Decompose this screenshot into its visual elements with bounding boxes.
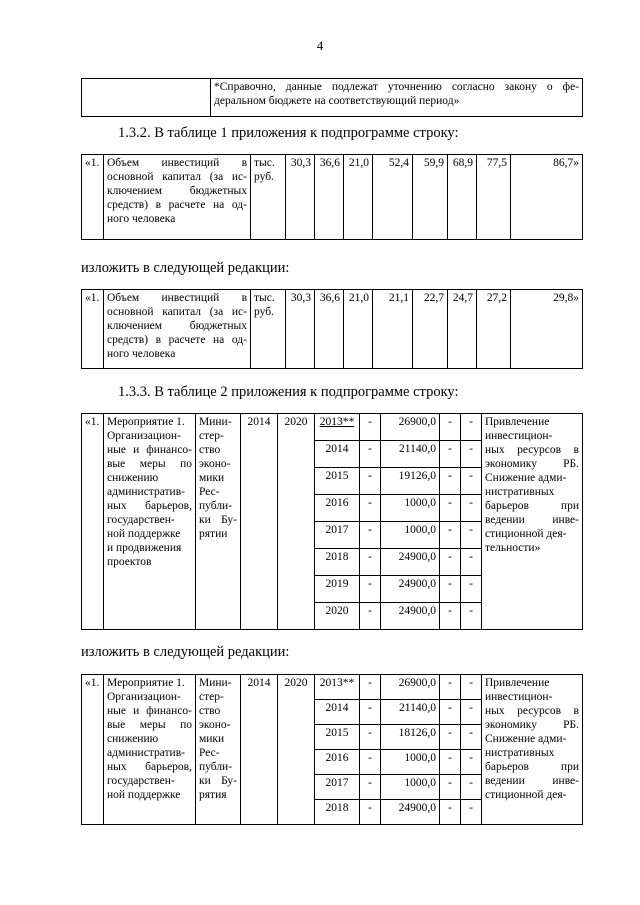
- col-d-cell: -: [461, 468, 482, 495]
- amount-cell: 24900,0: [381, 800, 440, 825]
- year-cell: 2017: [315, 522, 360, 549]
- row-number: «1.: [82, 290, 104, 369]
- value-cell: 77,5: [477, 155, 511, 240]
- year-cell: 2016: [315, 750, 360, 775]
- col-d-cell: -: [461, 522, 482, 549]
- col-c-cell: -: [440, 725, 461, 750]
- col-a-cell: -: [360, 750, 381, 775]
- value-cell: 30,3: [286, 290, 315, 369]
- note-empty-cell: [82, 79, 211, 117]
- col-c-cell: -: [440, 441, 461, 468]
- value-cell: 86,7»: [511, 155, 583, 240]
- year-cell: 2017: [315, 775, 360, 800]
- table1-old: [81, 154, 583, 240]
- col-d-cell: -: [461, 549, 482, 576]
- value-cell: 52,4: [373, 155, 413, 240]
- col-a-cell: -: [360, 700, 381, 725]
- note-line: деральном бюджете на соответствующий период»: [214, 95, 460, 107]
- year-cell: 2019: [315, 576, 360, 603]
- col-d-cell: -: [461, 576, 482, 603]
- year-cell: 2015: [315, 468, 360, 495]
- end-year: 2020: [278, 675, 315, 825]
- amount-cell: 1000,0: [381, 775, 440, 800]
- event-name: Мероприятие 1. Организацион- ные и финансо- вые меры по снижению административ- ных барьеров, государствен- ной поддержке и продвижения проектов: [104, 414, 196, 630]
- executor: Мини- стер- ство эконо- мики Рес- публи- ки Бу- рятия: [196, 675, 241, 825]
- year-cell: 2018: [315, 549, 360, 576]
- year-cell: 2020: [315, 603, 360, 630]
- col-c-cell: -: [440, 603, 461, 630]
- col-a-cell: -: [360, 576, 381, 603]
- year-cell: 2013**: [315, 414, 360, 441]
- value-cell: 27,2: [477, 290, 511, 369]
- col-a-cell: -: [360, 495, 381, 522]
- table1-new: [81, 289, 583, 369]
- value-cell: 36,6: [315, 290, 344, 369]
- col-a-cell: -: [360, 441, 381, 468]
- col-d-cell: -: [461, 800, 482, 825]
- value-cell: 68,9: [448, 155, 477, 240]
- col-a-cell: -: [360, 603, 381, 630]
- col-d-cell: -: [461, 441, 482, 468]
- col-a-cell: -: [360, 549, 381, 576]
- col-a-cell: -: [360, 725, 381, 750]
- col-c-cell: -: [440, 549, 461, 576]
- amount-cell: 24900,0: [381, 549, 440, 576]
- col-c-cell: -: [440, 414, 461, 441]
- col-d-cell: -: [461, 700, 482, 725]
- replace-text-2: изложить в следующей редакции:: [81, 644, 290, 660]
- amount-cell: 1000,0: [381, 522, 440, 549]
- row-number: «1.: [82, 414, 104, 630]
- unit: тыс. руб.: [251, 155, 286, 240]
- value-cell: 59,9: [413, 155, 448, 240]
- year-cell: 2014: [315, 700, 360, 725]
- value-cell: 36,6: [315, 155, 344, 240]
- year-cell: 2018: [315, 800, 360, 825]
- year-cell: 2016: [315, 495, 360, 522]
- col-d-cell: -: [461, 750, 482, 775]
- col-a-cell: -: [360, 675, 381, 700]
- col-a-cell: -: [360, 775, 381, 800]
- col-c-cell: -: [440, 675, 461, 700]
- value-cell: 29,8»: [511, 290, 583, 369]
- col-d-cell: -: [461, 725, 482, 750]
- col-c-cell: -: [440, 495, 461, 522]
- replace-text-1: изложить в следующей редакции:: [81, 260, 290, 276]
- col-a-cell: -: [360, 414, 381, 441]
- col-d-cell: -: [461, 775, 482, 800]
- value-cell: 24,7: [448, 290, 477, 369]
- unit: тыс. руб.: [251, 290, 286, 369]
- indicator-name: Объем инвестиций в основной капитал (за ис- ключением бюджетных средств) в расчете на од- ного человека: [104, 290, 251, 369]
- col-c-cell: -: [440, 700, 461, 725]
- amount-cell: 19126,0: [381, 468, 440, 495]
- amount-cell: 18126,0: [381, 725, 440, 750]
- col-a-cell: -: [360, 522, 381, 549]
- col-a-cell: -: [360, 468, 381, 495]
- amount-cell: 24900,0: [381, 603, 440, 630]
- amount-cell: 21140,0: [381, 700, 440, 725]
- value-cell: 21,0: [344, 290, 373, 369]
- amount-cell: 26900,0: [381, 675, 440, 700]
- col-d-cell: -: [461, 414, 482, 441]
- heading-1-3-2: 1.3.2. В таблице 1 приложения к подпрограмме строку:: [118, 125, 459, 141]
- table2-new: [81, 674, 583, 825]
- note-line: *Справочно, данные подлежат уточнению согласно закону о фе-: [214, 81, 579, 93]
- start-year: 2014: [241, 675, 278, 825]
- table2-old: [81, 413, 583, 630]
- amount-cell: 26900,0: [381, 414, 440, 441]
- col-c-cell: -: [440, 576, 461, 603]
- value-cell: 21,0: [344, 155, 373, 240]
- amount-cell: 1000,0: [381, 495, 440, 522]
- col-a-cell: -: [360, 800, 381, 825]
- col-c-cell: -: [440, 522, 461, 549]
- event-name: Мероприятие 1. Организацион- ные и финансо- вые меры по снижению административ- ных барьеров, государствен- ной поддержке: [104, 675, 196, 825]
- executor: Мини- стер- ство эконо- мики Рес- публи- ки Бу- рятии: [196, 414, 241, 630]
- note-cell: [211, 79, 583, 117]
- col-c-cell: -: [440, 800, 461, 825]
- col-d-cell: -: [461, 675, 482, 700]
- expected-result: Привлечение инвестицион- ных ресурсов в экономику РБ. Снижение адми- нистративных барьеров при ведении инве- стиционной дея-: [482, 675, 583, 825]
- start-year: 2014: [241, 414, 278, 630]
- amount-cell: 1000,0: [381, 750, 440, 775]
- heading-1-3-3: 1.3.3. В таблице 2 приложения к подпрограмме строку:: [118, 384, 459, 400]
- year-cell: 2015: [315, 725, 360, 750]
- col-c-cell: -: [440, 468, 461, 495]
- col-d-cell: -: [461, 603, 482, 630]
- row-number: «1.: [82, 675, 104, 825]
- expected-result: Привлечение инвестицион- ных ресурсов в экономику РБ. Снижение адми- нистративных барьеров при ведении инве- стиционной дея- тельности»: [482, 414, 583, 630]
- note-table: [81, 78, 583, 117]
- end-year: 2020: [278, 414, 315, 630]
- value-cell: 22,7: [413, 290, 448, 369]
- col-d-cell: -: [461, 495, 482, 522]
- row-number: «1.: [82, 155, 104, 240]
- amount-cell: 24900,0: [381, 576, 440, 603]
- year-cell: 2014: [315, 441, 360, 468]
- indicator-name: Объем инвестиций в основной капитал (за ис- ключением бюджетных средств) в расчете на од- ного человека: [104, 155, 251, 240]
- value-cell: 30,3: [286, 155, 315, 240]
- page-number: 4: [316, 38, 324, 53]
- year-cell: 2013**: [315, 675, 360, 700]
- col-c-cell: -: [440, 775, 461, 800]
- amount-cell: 21140,0: [381, 441, 440, 468]
- col-c-cell: -: [440, 750, 461, 775]
- value-cell: 21,1: [373, 290, 413, 369]
